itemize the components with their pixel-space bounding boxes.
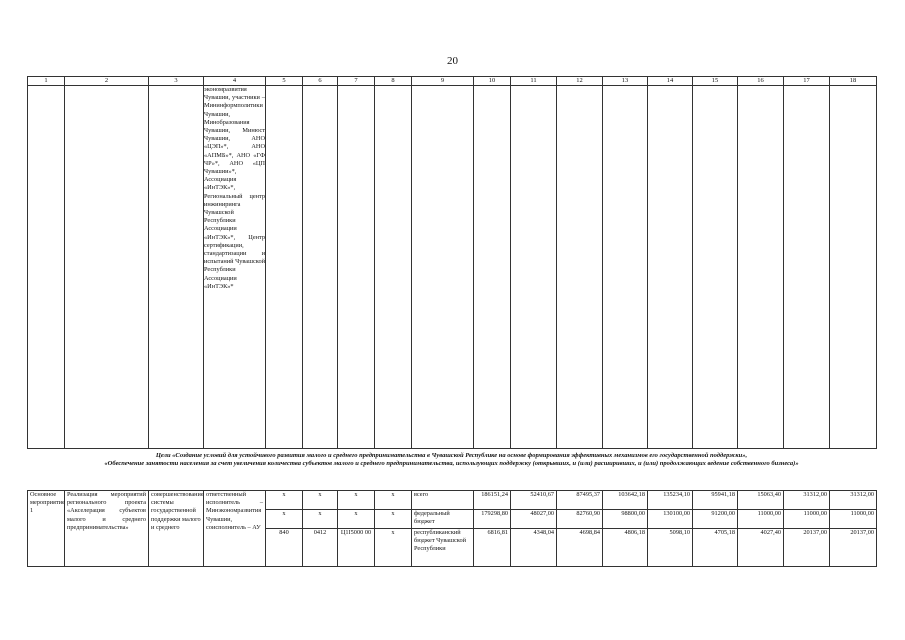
amount-cell: 130100,00 <box>648 510 693 529</box>
amount-cell: 4027,40 <box>738 529 784 567</box>
amount-cell: 4348,04 <box>511 529 557 567</box>
table-cell: 0412 <box>303 529 338 567</box>
amount-cell: 4806,18 <box>603 529 648 567</box>
table-cell: x <box>303 510 338 529</box>
amount-cell: 4705,18 <box>693 529 738 567</box>
table-cell: x <box>303 491 338 510</box>
table-cell <box>266 86 303 449</box>
column-number-row <box>28 77 877 86</box>
amount-cell: 6816,81 <box>474 529 511 567</box>
amount-cell: 87495,37 <box>557 491 603 510</box>
col-number: 17 <box>784 77 830 86</box>
table-cell: x <box>375 510 412 529</box>
col-number: 9 <box>412 77 474 86</box>
col-number: 6 <box>303 77 338 86</box>
participants-cell: экономразвития Чувашии, участники – Мининформполитики Чувашии, Минобразования Чувашии, Минюст Чувашии, АНО «ЦЭП»*, АНО «АПМБ»*, АНО «ГФ ЧР»*, АНО «ЦП Чувашии»*, Ассоциация «ИнТЭК»*, Региональный центр инжиниринга Чувашской Республики Ассоциации «ИнТЭК»*, Центр сертификации, стандартизации и испытаний Чувашской Республики Ассоциации «ИнТЭК»* <box>204 86 266 449</box>
table-cell <box>65 86 149 449</box>
col-number: 16 <box>738 77 784 86</box>
col-number: 2 <box>65 77 149 86</box>
goal-line: «Обеспечение занятости населения за счет увеличения количества субъектов малого и среднего предпринимательства, использующих поддержку (открывших, и (или) расширивших, и (или) продолжающих ведение собственного бизнеса)» <box>104 460 799 468</box>
table-cell: x <box>338 510 375 529</box>
event-goal-cell: совершенствование системы государственной поддержки малого и среднего <box>149 491 204 567</box>
amount-cell: 20137,00 <box>784 529 830 567</box>
table-cell: x <box>266 491 303 510</box>
funding-source-cell: республиканский бюджет Чувашской Республики <box>412 529 474 567</box>
continuation-row <box>28 86 877 449</box>
col-number: 4 <box>204 77 266 86</box>
amount-cell: 82760,90 <box>557 510 603 529</box>
table-cell <box>557 86 603 449</box>
amount-cell: 186151,24 <box>474 491 511 510</box>
col-number: 11 <box>511 77 557 86</box>
page-number: 20 <box>447 55 458 67</box>
col-number: 3 <box>149 77 204 86</box>
table-cell: Ц1I5000 00 <box>338 529 375 567</box>
amount-cell: 95941,18 <box>693 491 738 510</box>
table-cell <box>28 86 65 449</box>
table-row <box>28 491 877 510</box>
amount-cell: 52410,67 <box>511 491 557 510</box>
amount-cell: 11000,00 <box>784 510 830 529</box>
table-cell <box>511 86 557 449</box>
amount-cell: 11000,00 <box>738 510 784 529</box>
table-cell: x <box>375 491 412 510</box>
col-number: 12 <box>557 77 603 86</box>
col-number: 5 <box>266 77 303 86</box>
table-cell: x <box>266 510 303 529</box>
amount-cell: 91200,00 <box>693 510 738 529</box>
table-cell <box>693 86 738 449</box>
col-number: 14 <box>648 77 693 86</box>
col-number: 7 <box>338 77 375 86</box>
goal-line: Цели «Создание условий для устойчивого развития малого и среднего предпринимательства в Чувашской Республике на основе формирования эффективных механизмов его государственной поддержки», <box>155 452 748 459</box>
amount-cell: 20137,00 <box>830 529 877 567</box>
amount-cell: 5098,10 <box>648 529 693 567</box>
table-cell: x <box>338 491 375 510</box>
amount-cell: 98800,00 <box>603 510 648 529</box>
col-number: 8 <box>375 77 412 86</box>
table-cell <box>830 86 877 449</box>
col-number: 10 <box>474 77 511 86</box>
table-cell <box>412 86 474 449</box>
col-number: 1 <box>28 77 65 86</box>
event-code-cell: Основное мероприятие 1 <box>28 491 65 567</box>
funding-source-cell: всего <box>412 491 474 510</box>
amount-cell: 11000,00 <box>830 510 877 529</box>
table-cell: x <box>375 529 412 567</box>
table-cell <box>474 86 511 449</box>
amount-cell: 135234,10 <box>648 491 693 510</box>
table-cell: 840 <box>266 529 303 567</box>
col-number: 15 <box>693 77 738 86</box>
table-cell <box>375 86 412 449</box>
table-cell <box>303 86 338 449</box>
table-cell <box>784 86 830 449</box>
amount-cell: 48027,00 <box>511 510 557 529</box>
event-executor-cell: ответственный исполнитель – Минэкономразвития Чувашии, соисполнитель – АУ <box>204 491 266 567</box>
table-cell <box>149 86 204 449</box>
amount-cell: 15063,40 <box>738 491 784 510</box>
continuation-table <box>27 76 877 449</box>
amount-cell: 4698,84 <box>557 529 603 567</box>
event-title-cell: Реализация мероприятий регионального проекта «Акселерация субъектов малого и среднего предпринимательства» <box>65 491 149 567</box>
table-cell <box>338 86 375 449</box>
amount-cell: 31312,00 <box>830 491 877 510</box>
amount-cell: 103642,18 <box>603 491 648 510</box>
table-cell <box>738 86 784 449</box>
table-cell <box>648 86 693 449</box>
col-number: 13 <box>603 77 648 86</box>
amount-cell: 31312,00 <box>784 491 830 510</box>
table-cell <box>603 86 648 449</box>
goals-heading <box>27 452 876 468</box>
amount-cell: 179298,80 <box>474 510 511 529</box>
event-table <box>27 490 877 567</box>
funding-source-cell: федеральный бюджет <box>412 510 474 529</box>
col-number: 18 <box>830 77 877 86</box>
